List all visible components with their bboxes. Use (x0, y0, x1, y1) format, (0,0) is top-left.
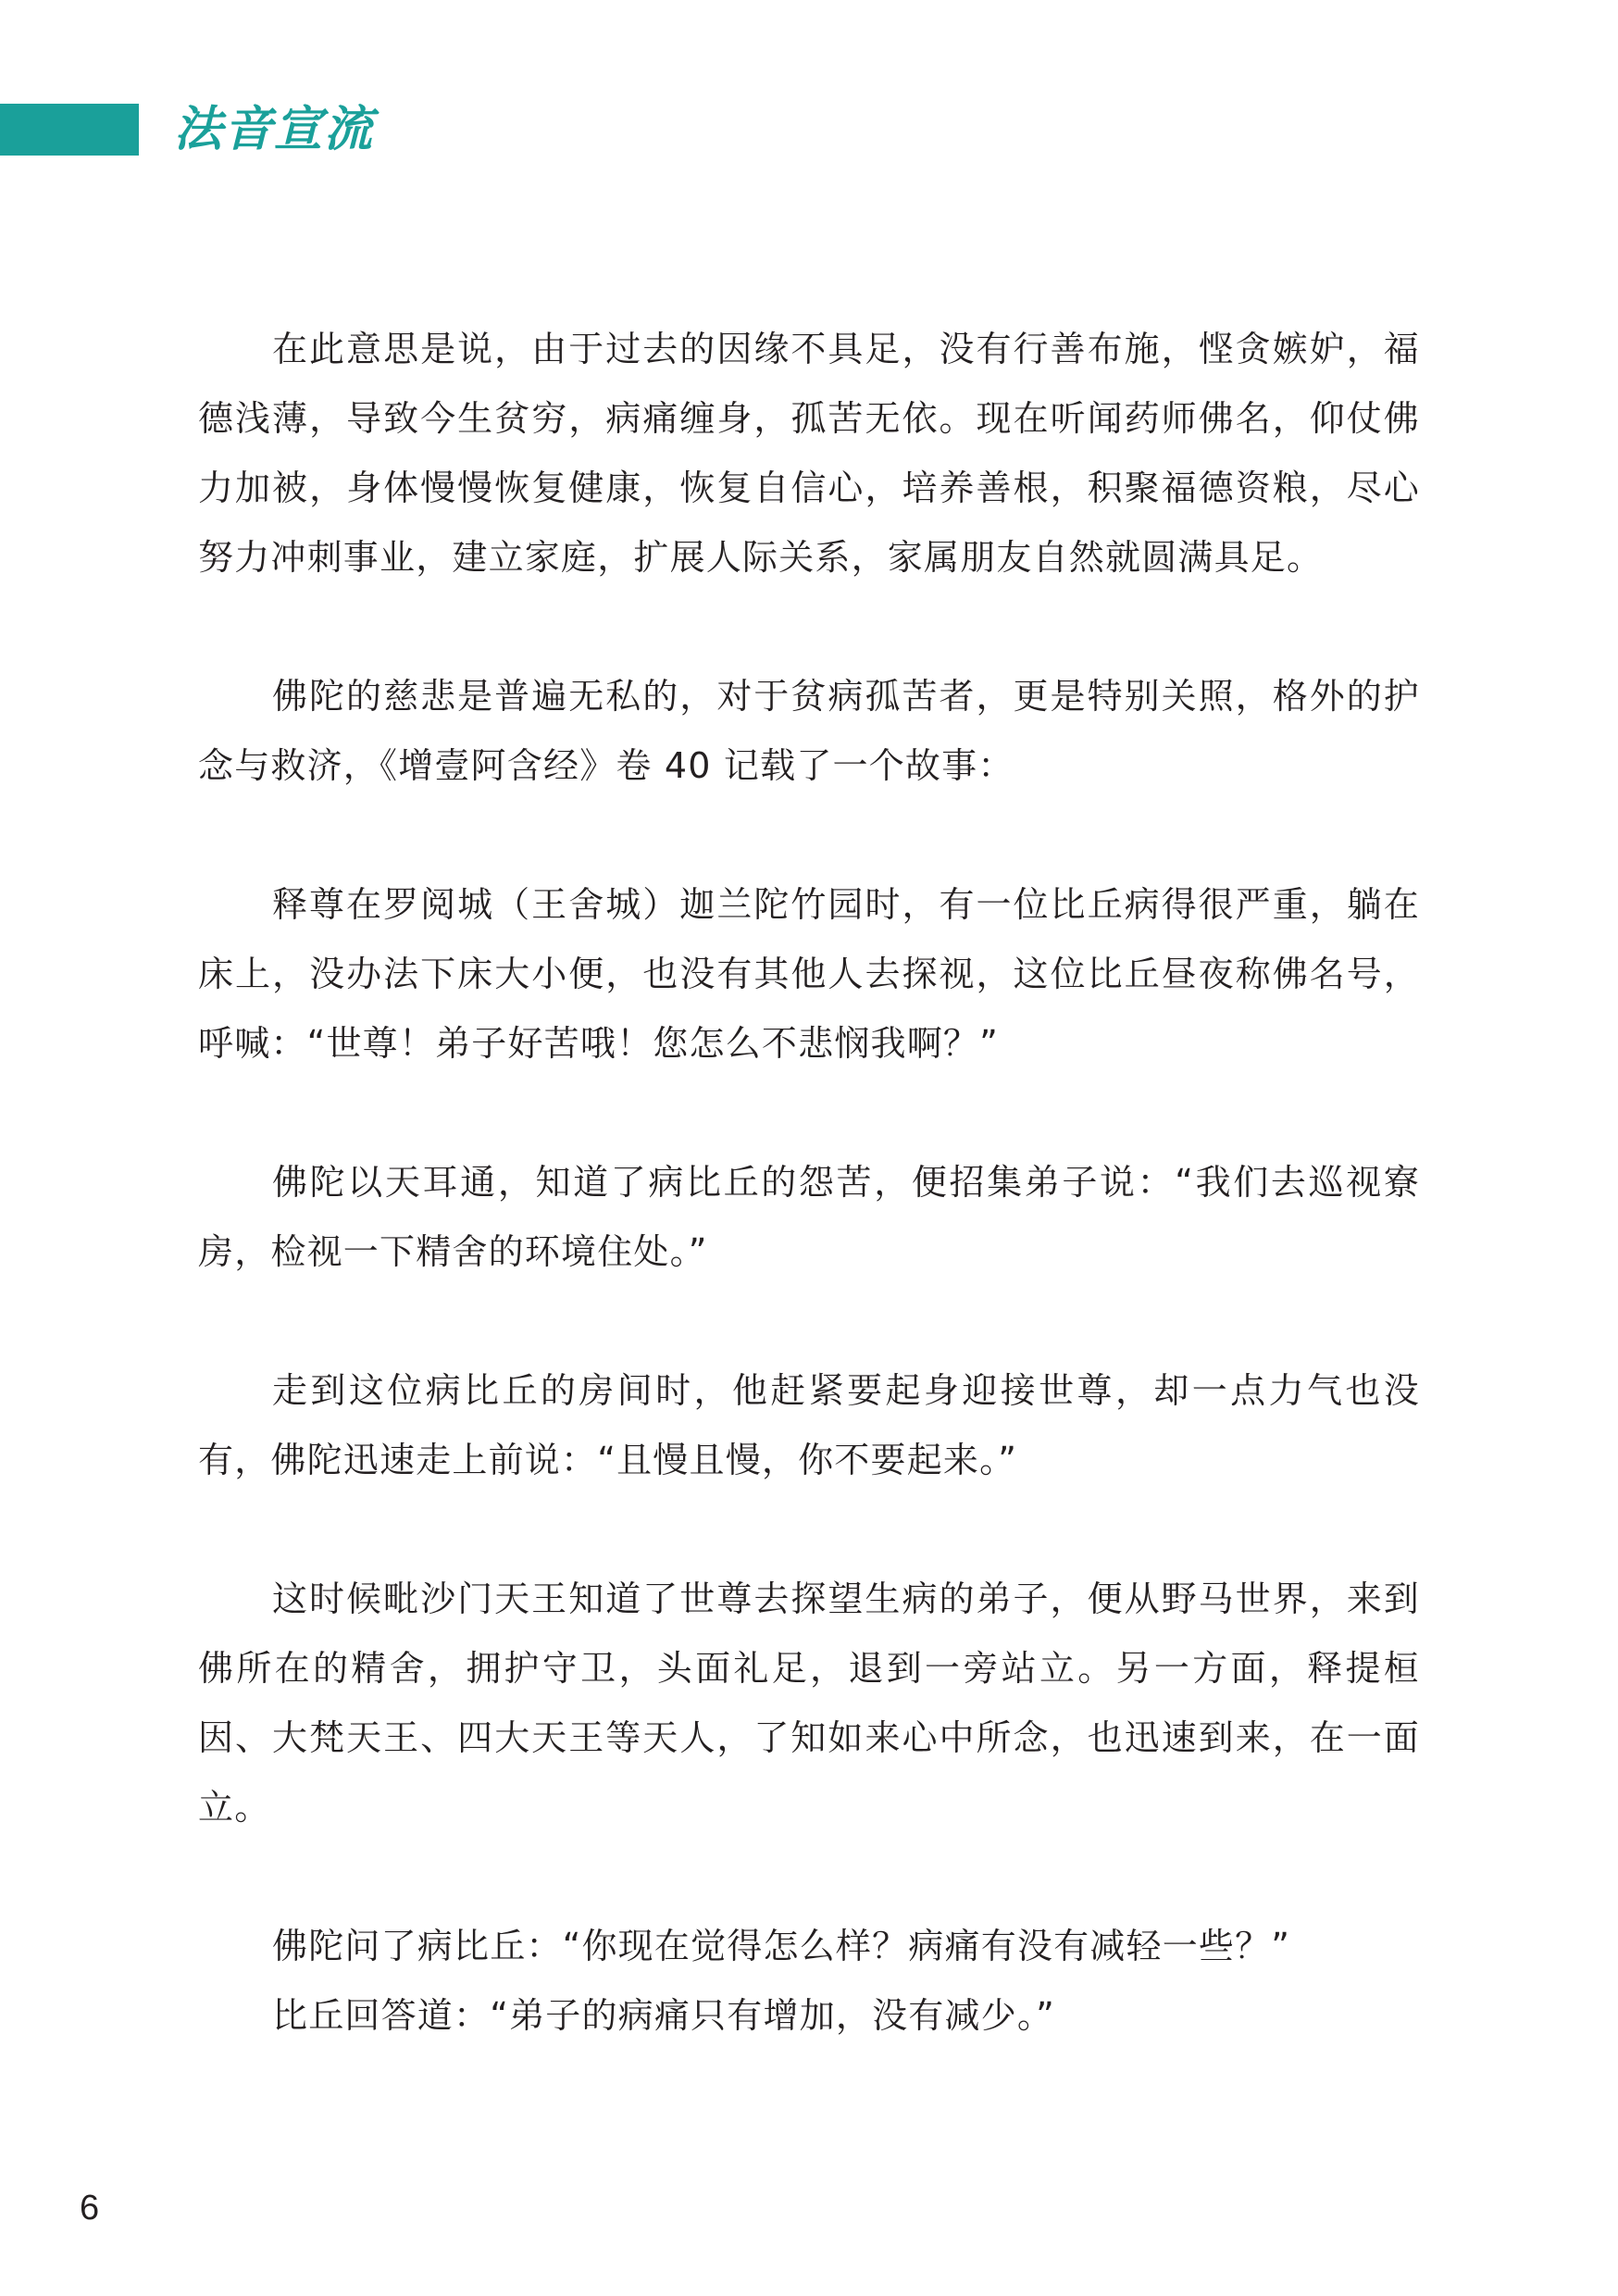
section-title: 法音宣流 (174, 102, 375, 157)
paragraph: 佛陀的慈悲是普遍无私的，对于贫病孤苦者，更是特别关照，格外的护念与救济，《增壹阿含经》卷 40 记载了一个故事： (198, 676, 1420, 786)
paragraph: 在此意思是说，由于过去的因缘不具足，没有行善布施，悭贪嫉妒，福德浅薄，导致今生贫穷，病痛缠身，孤苦无依。现在听闻药师佛名，仰仗佛力加被，身体慢慢恢复健康，恢复自信心，培养善根，积聚福德资粮，尽心努力冲刺事业，建立家庭，扩展人际关系，家属朋友自然就圆满具足。 (198, 329, 1420, 578)
section-header-bar (0, 104, 139, 156)
article-body (198, 315, 1420, 2051)
paragraph: 释尊在罗阅城（王舍城）迦兰陀竹园时，有一位比丘病得很严重，躺在床上，没办法下床大小便，也没有其他人去探视，这位比丘昼夜称佛名号，呼喊：“世尊！弟子好苦哦！您怎么不悲悯我啊？” (198, 884, 1420, 1064)
paragraph: 比丘回答道：“弟子的病痛只有增加，没有减少。” (272, 1995, 1055, 2036)
page-number: 6 (80, 2189, 100, 2227)
paragraph: 佛陀以天耳通，知道了病比丘的怨苦，便招集弟子说：“我们去巡视寮房，检视一下精舍的环境住处。” (198, 1162, 1420, 1272)
paragraph: 这时候毗沙门天王知道了世尊去探望生病的弟子，便从野马世界，来到佛所在的精舍，拥护守卫，头面礼足，退到一旁站立。另一方面，释提桓因、大梵天王、四大天王等天人，了知如来心中所念，也迅速到来，在一面立。 (198, 1578, 1420, 1828)
paragraph: 佛陀问了病比丘：“你现在觉得怎么样？病痛有没有减轻一些？” (272, 1926, 1291, 1966)
paragraph: 走到这位病比丘的房间时，他赶紧要起身迎接世尊，却一点力气也没有，佛陀迅速走上前说：“且慢且慢，你不要起来。” (198, 1370, 1420, 1480)
